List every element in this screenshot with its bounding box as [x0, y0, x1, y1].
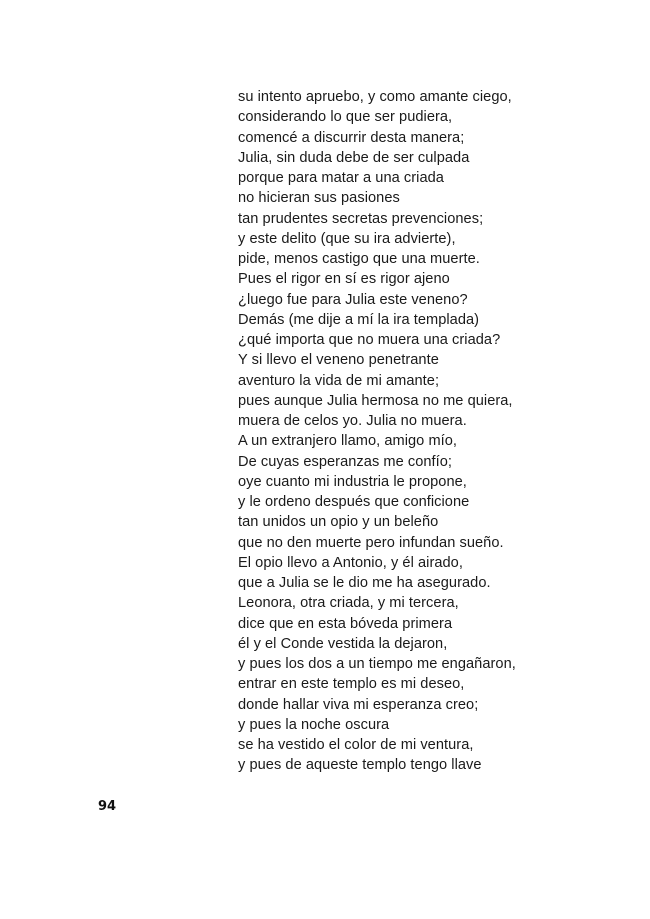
verse-line: pide, menos castigo que una muerte.	[238, 251, 480, 267]
verse-line: que a Julia se le dio me ha asegurado.	[238, 575, 491, 591]
verse-line: y pues la noche oscura	[238, 716, 390, 733]
verse-line: y pues de aqueste templo tengo llave	[238, 757, 482, 774]
verse-line: Demás (me dije a mí la ira templada)	[238, 311, 480, 328]
verse-line: muera de celos yo. Julia no muera.	[238, 413, 467, 429]
verse-line: se ha vestido el color de mi ventura,	[238, 737, 474, 753]
verse-line: El opio llevo a Antonio, y él airado,	[238, 554, 463, 571]
verse-line: ¿qué importa que no muera una criada?	[238, 332, 501, 348]
verse-line: tan unidos un opio y un beleño	[238, 514, 439, 531]
verse-line: donde hallar viva mi esperanza creo;	[238, 696, 479, 713]
verse-line: Leonora, otra criada, y mi tercera,	[238, 595, 459, 612]
verse-line: A un extranjero llamo, amigo mío,	[238, 433, 458, 450]
verse-line: pues aunque Julia hermosa no me quiera,	[238, 392, 513, 409]
verse-line: ¿luego fue para Julia este veneno?	[238, 291, 468, 308]
page-number: 94	[98, 799, 117, 814]
verse-line: comencé a discurrir desta manera;	[238, 129, 465, 146]
verse-line: oye cuanto mi industria le propone,	[238, 473, 467, 490]
verse-block	[238, 87, 618, 776]
verse-line: Julia, sin duda debe de ser culpada	[238, 149, 470, 166]
verse-line: considerando lo que ser pudiera,	[238, 109, 453, 126]
verse-line: no hicieran sus pasiones	[238, 190, 400, 207]
verse-line: porque para matar a una criada	[238, 170, 444, 186]
verse-line: su intento apruebo, y como amante ciego,	[238, 89, 512, 105]
verse-line: y le ordeno después que conficione	[238, 494, 470, 510]
verse-line: tan prudentes secretas prevenciones;	[238, 210, 484, 227]
verse-line: y este delito (que su ira advierte),	[238, 230, 456, 247]
verse-line: dice que en esta bóveda primera	[238, 615, 453, 632]
verse-line: que no den muerte pero infundan sueño.	[238, 534, 504, 551]
verse-line: Y si llevo el veneno penetrante	[238, 352, 439, 369]
verse-line: él y el Conde vestida la dejaron,	[238, 635, 448, 652]
verse-line: De cuyas esperanzas me confío;	[238, 453, 453, 470]
verse-line: Pues el rigor en sí es rigor ajeno	[238, 271, 450, 288]
verse-line: y pues los dos a un tiempo me engañaron,	[238, 656, 516, 672]
verse-line: entrar en este templo es mi deseo,	[238, 676, 465, 693]
verse-line: aventuro la vida de mi amante;	[238, 372, 440, 389]
